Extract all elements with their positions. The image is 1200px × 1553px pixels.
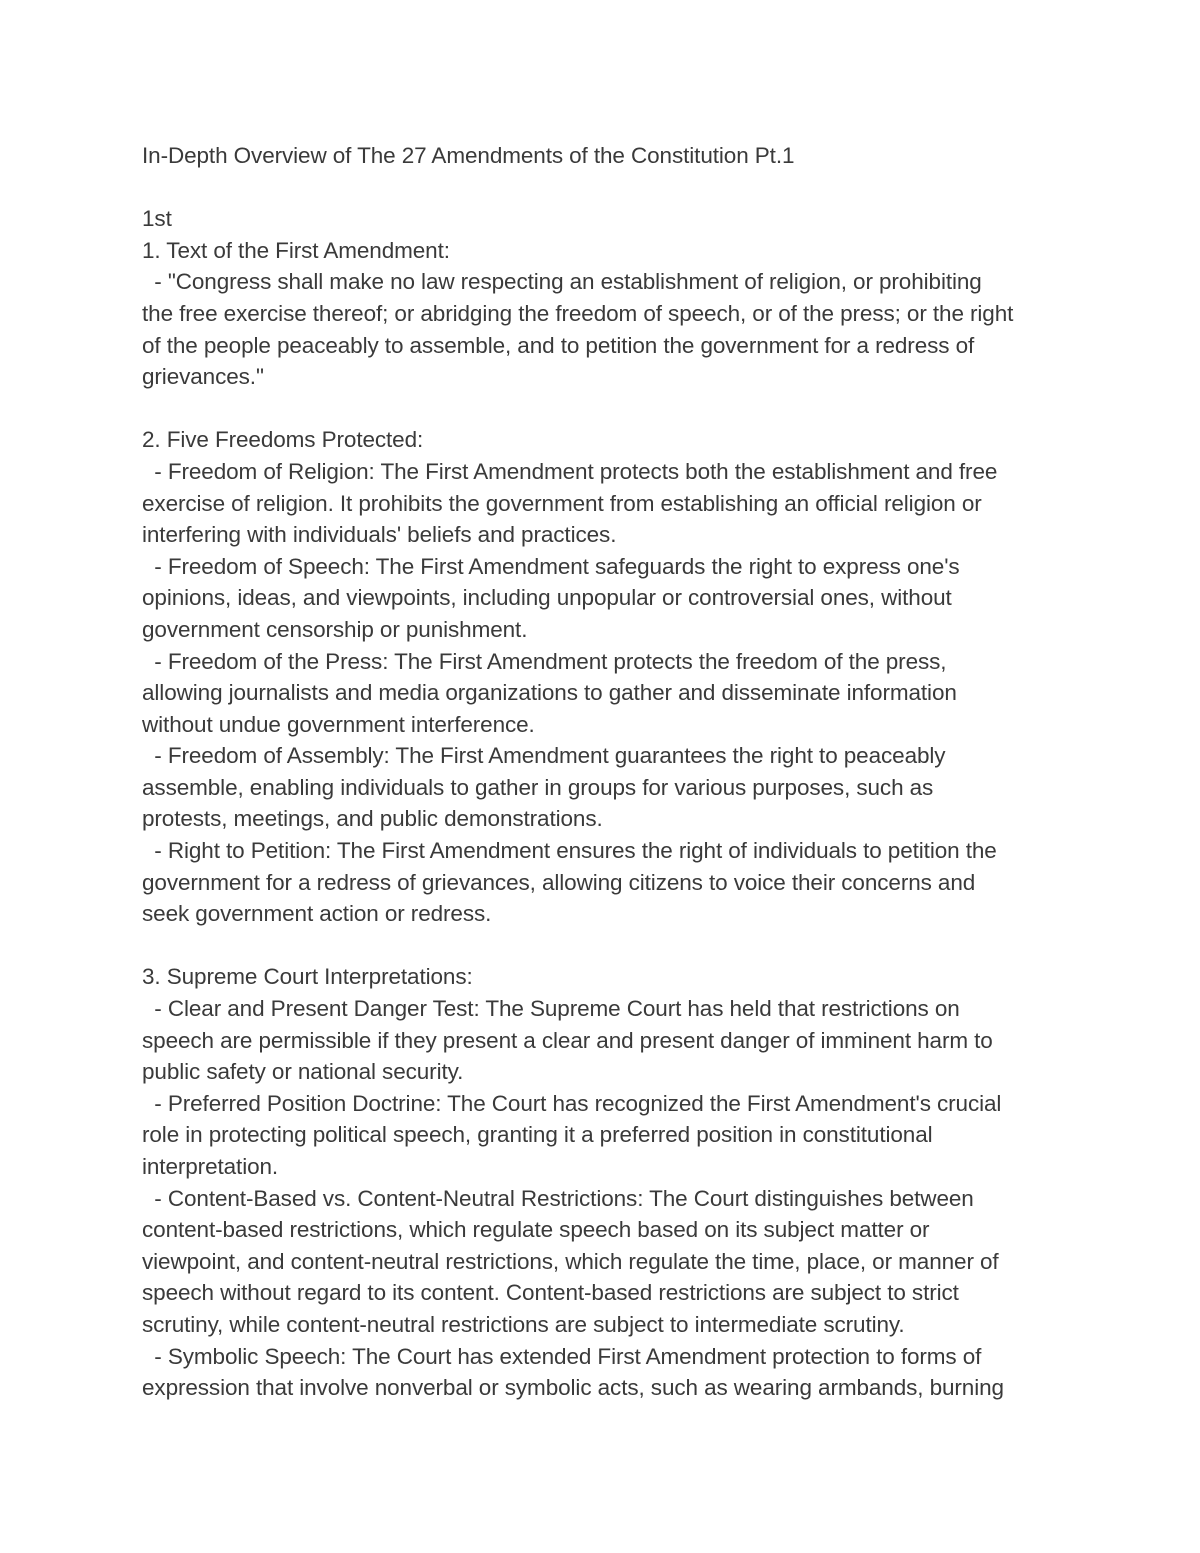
section-heading: 2. Five Freedoms Protected: [142,427,424,453]
section-heading: 1. Text of the First Amendment: [142,237,450,263]
text-line: - Symbolic Speech: The Court has extended First Amendment protection to forms of [142,1343,982,1369]
spacer [142,930,1072,962]
text-line: government censorship or punishment. [142,616,528,642]
text-line: government for a redress of grievances, allowing citizens to voice their concerns and [142,869,976,895]
text-line: interpretation. [142,1154,279,1179]
text-line: opinions, ideas, and viewpoints, including unpopular or controversial ones, without [142,585,952,611]
section-heading: 3. Supreme Court Interpretations: [142,964,473,990]
text-line: interfering with individuals' beliefs and practices. [142,522,617,548]
text-line: speech are permissible if they present a clear and present danger of imminent harm to [142,1027,993,1053]
document-title: In-Depth Overview of The 27 Amendments of the Constitution Pt.1 [142,143,795,168]
text-line: exercise of religion. It prohibits the government from establishing an official religion or [142,490,982,516]
document-page [142,140,1072,1404]
text-line: allowing journalists and media organizations to gather and disseminate information [142,680,957,706]
text-line: - Clear and Present Danger Test: The Supreme Court has held that restrictions on [142,996,960,1022]
text-line: - Freedom of Assembly: The First Amendment guarantees the right to peaceably [142,743,946,769]
text-line: speech without regard to its content. Content-based restrictions are subject to strict [142,1280,959,1306]
text-line: - Freedom of Religion: The First Amendment protects both the establishment and free [142,458,998,484]
text-line: without undue government interference. [142,711,535,737]
text-line: content-based restrictions, which regulate speech based on its subject matter or [142,1217,930,1243]
text-line: - Content-Based vs. Content-Neutral Restrictions: The Court distinguishes between [142,1185,974,1211]
text-line: of the people peaceably to assemble, and to petition the government for a redress of [142,332,975,358]
amendment-label: 1st [142,206,172,232]
text-line: protests, meetings, and public demonstrations. [142,806,603,832]
text-line: scrutiny, while content-neutral restrictions are subject to intermediate scrutiny. [142,1311,905,1337]
text-line: - Freedom of the Press: The First Amendment protects the freedom of the press, [142,648,947,674]
text-line: expression that involve nonverbal or symbolic acts, such as wearing armbands, burning [142,1375,1004,1401]
text-line: public safety or national security. [142,1059,464,1085]
text-line: - Preferred Position Doctrine: The Court has recognized the First Amendment's crucial [142,1090,1002,1116]
text-line: - "Congress shall make no law respecting an establishment of religion, or prohibiting [142,269,982,295]
text-line: grievances." [142,364,264,390]
text-line: role in protecting political speech, granting it a preferred position in constitutional [142,1122,933,1148]
text-line: assemble, enabling individuals to gather in groups for various purposes, such as [142,774,934,800]
text-line: the free exercise thereof; or abridging the freedom of speech, or of the press; or the right [142,300,1014,326]
spacer [142,393,1072,425]
text-line: seek government action or redress. [142,901,492,927]
text-line: viewpoint, and content-neutral restrictions, which regulate the time, place, or manner of [142,1248,999,1274]
text-line: - Freedom of Speech: The First Amendment safeguards the right to express one's [142,553,960,579]
text-line: - Right to Petition: The First Amendment ensures the right of individuals to petition the [142,838,997,864]
spacer [142,172,1072,204]
